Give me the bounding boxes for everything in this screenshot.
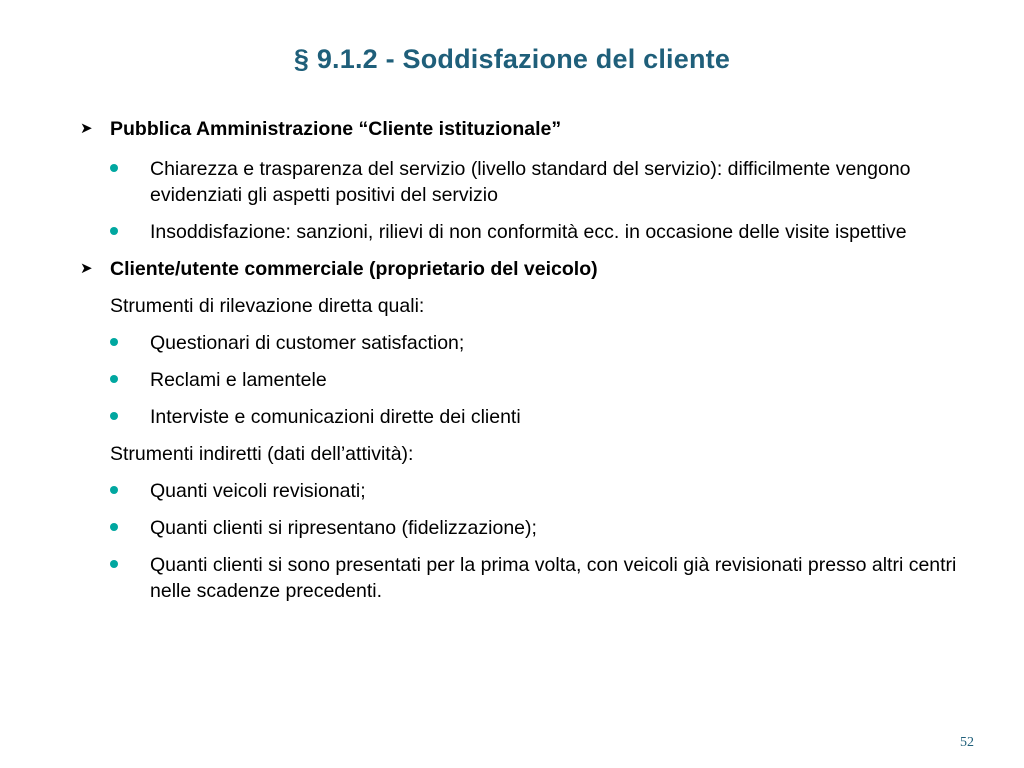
list-item <box>80 219 960 245</box>
page-number: 52 <box>960 735 974 750</box>
round-bullet-icon <box>110 486 118 494</box>
list-item <box>80 367 960 393</box>
list-item <box>80 478 960 504</box>
round-bullet-icon <box>110 375 118 383</box>
arrowhead-icon: ➤ <box>80 260 93 277</box>
section-heading-text: Pubblica Amministrazione “Cliente istituzionale” <box>110 118 562 140</box>
round-bullet-icon <box>110 523 118 531</box>
section-heading-text: Cliente/utente commerciale (proprietario del veicolo) <box>110 258 598 280</box>
list-item-text: Quanti veicoli revisionati; <box>150 480 366 502</box>
list-item-text: Interviste e comunicazioni dirette dei clienti <box>150 406 521 428</box>
round-bullet-icon <box>110 412 118 420</box>
list-item-text: Questionari di customer satisfaction; <box>150 332 465 354</box>
list-item <box>80 515 960 541</box>
round-bullet-icon <box>110 338 118 346</box>
list-item <box>80 404 960 430</box>
list-item-text: Chiarezza e trasparenza del servizio (livello standard del servizio): difficilmente vengono evidenziati gli aspetti positivi del servizio <box>150 158 911 206</box>
subgroup-label: Strumenti di rilevazione diretta quali: <box>110 295 425 317</box>
list-item-text: Quanti clienti si sono presentati per la prima volta, con veicoli già revisionati presso altri centri nelle scadenze precedenti. <box>150 554 957 602</box>
list-item-text: Insoddisfazione: sanzioni, rilievi di non conformità ecc. in occasione delle visite ispettive <box>150 221 907 243</box>
round-bullet-icon <box>110 560 118 568</box>
section-heading <box>80 256 960 282</box>
arrowhead-icon: ➤ <box>80 120 93 137</box>
subgroup-label: Strumenti indiretti (dati dell’attività): <box>110 443 414 465</box>
section-heading <box>80 116 960 142</box>
round-bullet-icon <box>110 164 118 172</box>
list-item <box>80 156 960 208</box>
list-item-text: Reclami e lamentele <box>150 369 327 391</box>
slide-title: § 9.1.2 - Soddisfazione del cliente <box>293 44 731 74</box>
list-item <box>80 330 960 356</box>
round-bullet-icon <box>110 227 118 235</box>
list-item <box>80 552 960 604</box>
slide-content <box>80 116 960 615</box>
list-item-text: Quanti clienti si ripresentano (fidelizzazione); <box>150 517 537 539</box>
